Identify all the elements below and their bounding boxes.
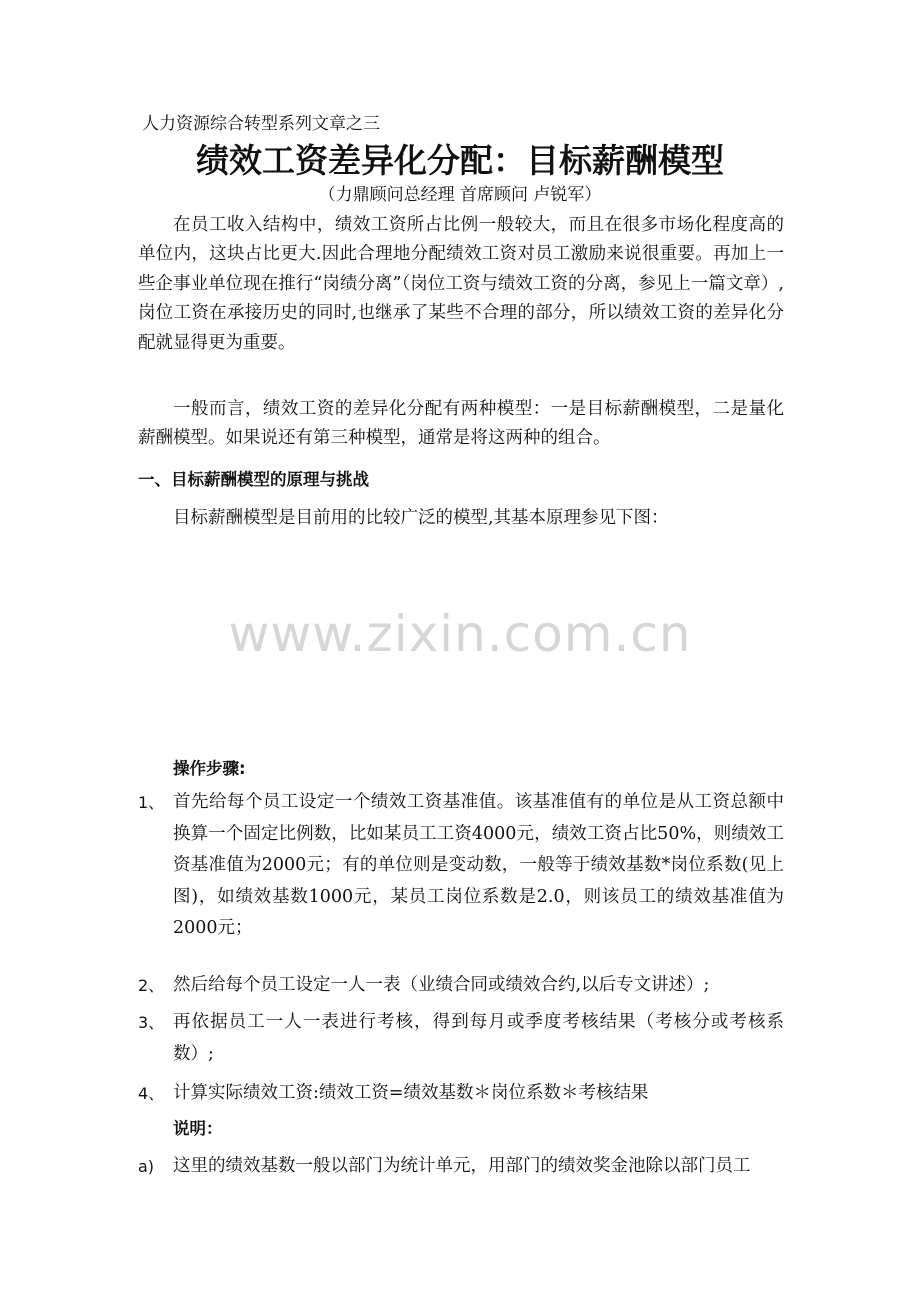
list-item [138, 970, 784, 1002]
notes-heading: 说明： [173, 1119, 223, 1138]
intro-paragraph-2: 一般而言，绩效工资的差异化分配有两种模型：一是目标薪酬模型，二是量化薪酬模型。如果说还有第三种模型，通常是将这两种的组合。 [138, 399, 784, 449]
list-item-text: 首先给每个员工设定一个绩效工资基准值。该基准值有的单位是从工资总额中换算一个固定比例数，比如某员工工资4000元，绩效工资占比50%，则绩效工资基准值为2000元；有的单位则是变动数，一般等于绩效基数*岗位系数(见上图)，如绩效基数1000元，某员工岗位系数是2.0，则该员工的绩效基准值为2000元； [173, 792, 784, 938]
section-lead-text: 目标薪酬模型是目前用的比较广泛的模型,其基本原理参见下图： [173, 508, 669, 528]
list-item-text: 然后给每个员工设定一人一表（业绩合同或绩效合约,以后专文讲述）; [173, 975, 710, 995]
list-item-number: a) [138, 1157, 155, 1176]
series-label: 人力资源综合转型系列文章之三 [142, 114, 380, 134]
list-item [138, 1078, 784, 1110]
list-item-number: 2、 [138, 976, 165, 995]
intro-paragraph-1: 在员工收入结构中，绩效工资所占比例一般较大，而且在很多市场化程度高的单位内，这块占比更大.因此合理地分配绩效工资对员工激励来说很重要。再加上一些企事业单位现在推行“岗绩分离”（岗位工资与绩效工资的分离，参见上一篇文章）,岗位工资在承接历史的同时,也继承了某些不合理的部分，所以绩效工资的差异化分配就显得更为重要。 [138, 215, 784, 353]
list-item [138, 1151, 784, 1183]
list-item-text: 这里的绩效基数一般以部门为统计单元，用部门的绩效奖金池除以部门员工 [173, 1156, 751, 1176]
list-item-number: 1、 [138, 793, 165, 812]
list-item-text: 计算实际绩效工资:绩效工资=绩效基数＊岗位系数＊考核结果 [173, 1083, 649, 1103]
list-item-text: 再依据员工一人一表进行考核，得到每月或季度考核结果（考核分或考核系数）; [173, 1012, 784, 1064]
section-heading: 一、目标薪酬模型的原理与挑战 [138, 470, 369, 489]
list-item [138, 1007, 784, 1070]
watermark: www.zixin.com.cn [228, 605, 692, 663]
document-title: 绩效工资差异化分配：目标薪酬模型 [196, 141, 724, 180]
steps-heading: 操作步骤: [173, 759, 246, 778]
list-item-number: 3、 [138, 1013, 165, 1032]
list-item [138, 787, 784, 945]
list-item-number: 4、 [138, 1084, 165, 1103]
author-byline: （力鼎顾问总经理 首席顾问 卢锐军） [318, 185, 602, 205]
